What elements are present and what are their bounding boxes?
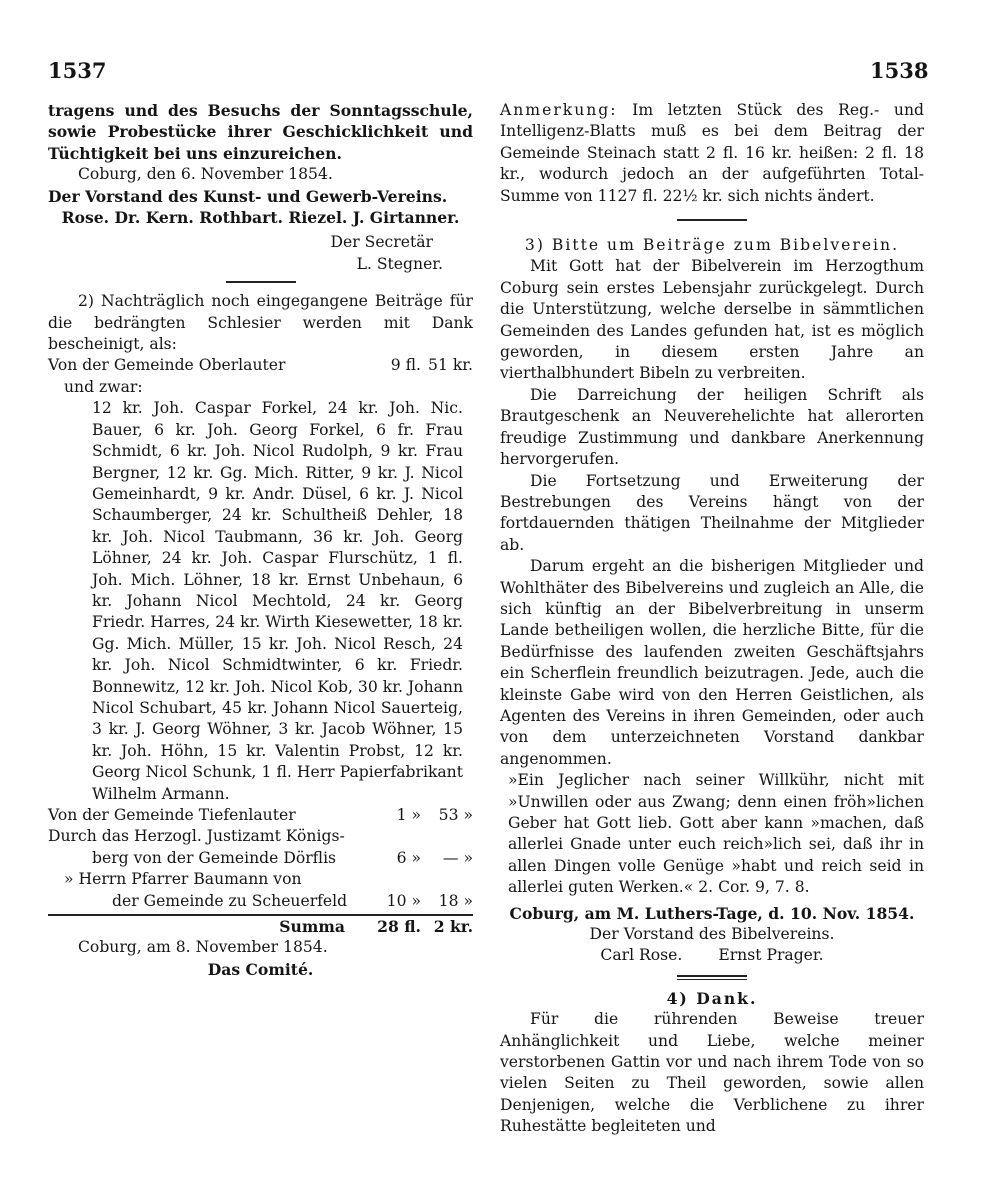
summa-florin: 28 fl. <box>377 917 421 937</box>
page-number-right: 1538 <box>870 58 929 83</box>
oberlauter-florin: 9 fl. <box>390 356 421 375</box>
oberlauter-label: Von der Gemeinde Oberlauter <box>48 356 286 375</box>
bibelverein-para2: Die Darreichung der heiligen Schrift als Brautgeschenk an Neuverehelichte hat allerorten freudige Zustimmung und dankbare Anerkennung hervorgerufen. <box>500 385 924 469</box>
summa-row <box>48 916 473 937</box>
pfarrer-line1: » Herrn Pfarrer Baumann von <box>64 870 302 889</box>
oberlauter-row <box>48 355 473 376</box>
left-column <box>48 100 473 980</box>
section2-intro: 2) Nachträglich noch eingegangene Beiträge für die bedrängten Schlesier werden mit Dank bescheinigt, als: <box>48 292 473 354</box>
dateline-kunstverein: Coburg, den 6. November 1854. <box>78 165 333 184</box>
justizamt-row <box>48 848 473 869</box>
summa-label: Summa <box>279 917 345 937</box>
right-column <box>500 100 924 1138</box>
board-title-kunstverein: Der Vorstand des Kunst- und Gewerb-Vereins. <box>48 186 448 206</box>
intro-paragraph: tragens und des Besuchs der Sonntagsschule, sowie Probestücke ihrer Geschicklichkeit und Tüchtigkeit bei uns einzureichen. <box>48 101 473 163</box>
justizamt-line2: berg von der Gemeinde Dörflis <box>92 848 337 867</box>
secretary-name: L. Stegner. <box>356 254 443 273</box>
dateline-comite: Coburg, am 8. November 1854. <box>78 938 328 957</box>
signer-rose: Carl Rose. <box>600 946 683 965</box>
tiefenlauter-kreuzer: 53 » <box>438 806 473 824</box>
dateline-bibelverein: Coburg, am M. Luthers-Tage, d. 10. Nov. 1854. <box>509 903 915 923</box>
justizamt-line1: Durch das Herzogl. Justizamt Königs- <box>48 827 345 846</box>
secretary-title: Der Secretär <box>330 233 433 252</box>
pfarrer-florin: 10 » <box>386 891 421 910</box>
page-number-left: 1537 <box>48 58 107 83</box>
justizamt-kreuzer: — » <box>442 848 473 867</box>
separator-rule <box>677 975 747 980</box>
board-names-kunstverein: Rose. Dr. Kern. Rothbart. Riezel. J. Girtanner. <box>61 208 460 228</box>
bibelverein-para4: Darum ergeht an die bisherigen Mitglieder und Wohlthäter des Bibelvereins und zugleich an Alle, die sich künftig an der Bibelverbreitung in unserm Lande betheiligen wollen, die herzliche Bitte, für die Bedürfnisse des laufenden zweiten Geschäftsjahrs ein Scherflein freundlich beizutragen. Jede, auch die kleinste Gabe wird von den Herren Geistlichen, als Agenten des Vereins in ihren Gemeinden, oder auch von dem unterzeichneten Vorstand dankbar angenommen. <box>500 557 924 768</box>
separator-rule <box>677 219 747 221</box>
signer-prager: Ernst Prager. <box>718 946 824 965</box>
pfarrer-row <box>48 891 473 912</box>
annotation-text: Im letzten Stück des Reg.- und Intelligenz-Blatts muß es bei dem Beitrag der Gemeinde Steinach statt 2 fl. 16 kr. heißen: 2 fl. 18 kr., wodurch jedoch an der aufgeführten Total-Summe von 1127 fl. 22½ kr. sich nichts ändert. <box>500 101 924 205</box>
bible-quote: »Ein Jeglicher nach seiner Willkühr, nicht mit »Unwillen oder aus Zwang; denn einen fröh»lichen Geber hat Gott lieb. Gott aber kann »machen, daß allerlei Gnade unter euch reich»lich sei, daß ihr in allen Dingen volle Genüge »habt und reich seid in allerlei guten Werken.« 2. Cor. 9, 7. 8. <box>508 771 924 897</box>
donor-list: 12 kr. Joh. Caspar Forkel, 24 kr. Joh. Nic. Bauer, 6 kr. Joh. Georg Forkel, 6 fr. Frau Schmidt, 6 kr. Joh. Nicol Rudolph, 9 kr. Frau Bergner, 12 kr. Gg. Mich. Ritter, 9 kr. J. Nicol Gemeinhardt, 9 kr. Andr. Düsel, 6 kr. J. Nicol Schaumberger, 24 kr. Schultheiß Dehler, 18 kr. Joh. Nicol Taubmann, 36 kr. Joh. Georg Löhner, 24 kr. Joh. Caspar Flurschütz, 1 fl. Joh. Mich. Löhner, 18 kr. Ernst Unbehaun, 6 kr. Johann Nicol Mechtold, 24 kr. Georg Friedr. Harres, 24 kr. Wirth Kiesewetter, 18 kr. Gg. Mich. Müller, 15 kr. Joh. Nicol Resch, 24 kr. Joh. Nicol Schmidtwinter, 6 kr. Friedr. Bonnewitz, 12 kr. Joh. Nicol Kob, 30 kr. Johann Nicol Schubart, 45 kr. Johann Nicol Sauerteig, 3 kr. J. Georg Wöhner, 3 kr. Jacob Wöhner, 15 kr. Joh. Höhn, 15 kr. Valentin Probst, 12 kr. Georg Nicol Schunk, 1 fl. Herr Papierfabrikant Wilhelm Armann. <box>92 399 463 803</box>
tiefenlauter-florin: 1 » <box>396 806 421 824</box>
annotation-note <box>500 100 924 207</box>
comite-signature: Das Comité. <box>207 959 314 979</box>
dank-paragraph: Für die rührenden Beweise treuer Anhänglichkeit und Liebe, welche meiner verstorbenen Gattin vor und nach ihrem Tode von so vielen Seiten zu Theil geworden, sowie allen Denjenigen, welche die Verblichene zu ihrer Ruhestätte begleiteten und <box>500 1010 924 1136</box>
tiefenlauter-row <box>48 805 473 826</box>
section4-title: 4) Dank. <box>666 988 758 1008</box>
annotation-label: Anmerkung: <box>500 101 618 119</box>
section3-title: 3) Bitte um Beiträge zum Bibelverein. <box>524 236 900 255</box>
pfarrer-kreuzer: 18 » <box>438 891 473 910</box>
oberlauter-kreuzer: 51 kr. <box>428 356 473 375</box>
und-zwar: und zwar: <box>64 377 143 396</box>
pfarrer-line2: der Gemeinde zu Scheuerfeld <box>112 891 348 910</box>
separator-rule <box>226 281 296 283</box>
summa-kreuzer: 2 kr. <box>433 917 473 937</box>
board-title-bibelverein: Der Vorstand des Bibelvereins. <box>589 925 835 944</box>
bibelverein-para3: Die Fortsetzung und Erweiterung der Bestrebungen des Vereins hängt von der fortdauernden thätigen Theilnahme der Mitglieder ab. <box>500 471 924 554</box>
bibelverein-signatures <box>500 945 924 966</box>
justizamt-florin: 6 » <box>396 848 421 867</box>
tiefenlauter-label: Von der Gemeinde Tiefenlauter <box>48 806 296 824</box>
bibelverein-para1: Mit Gott hat der Bibelverein im Herzogthum Coburg sein erstes Lebensjahr zurückgelegt. Durch die Unterstützung, welche derselbe in sämmtlichen Gemeinden des Landes gefunden hat, ist es möglich geworden, in diesem ersten Jahre an vierthalbhundert Bibeln zu verbreiten. <box>500 257 924 383</box>
